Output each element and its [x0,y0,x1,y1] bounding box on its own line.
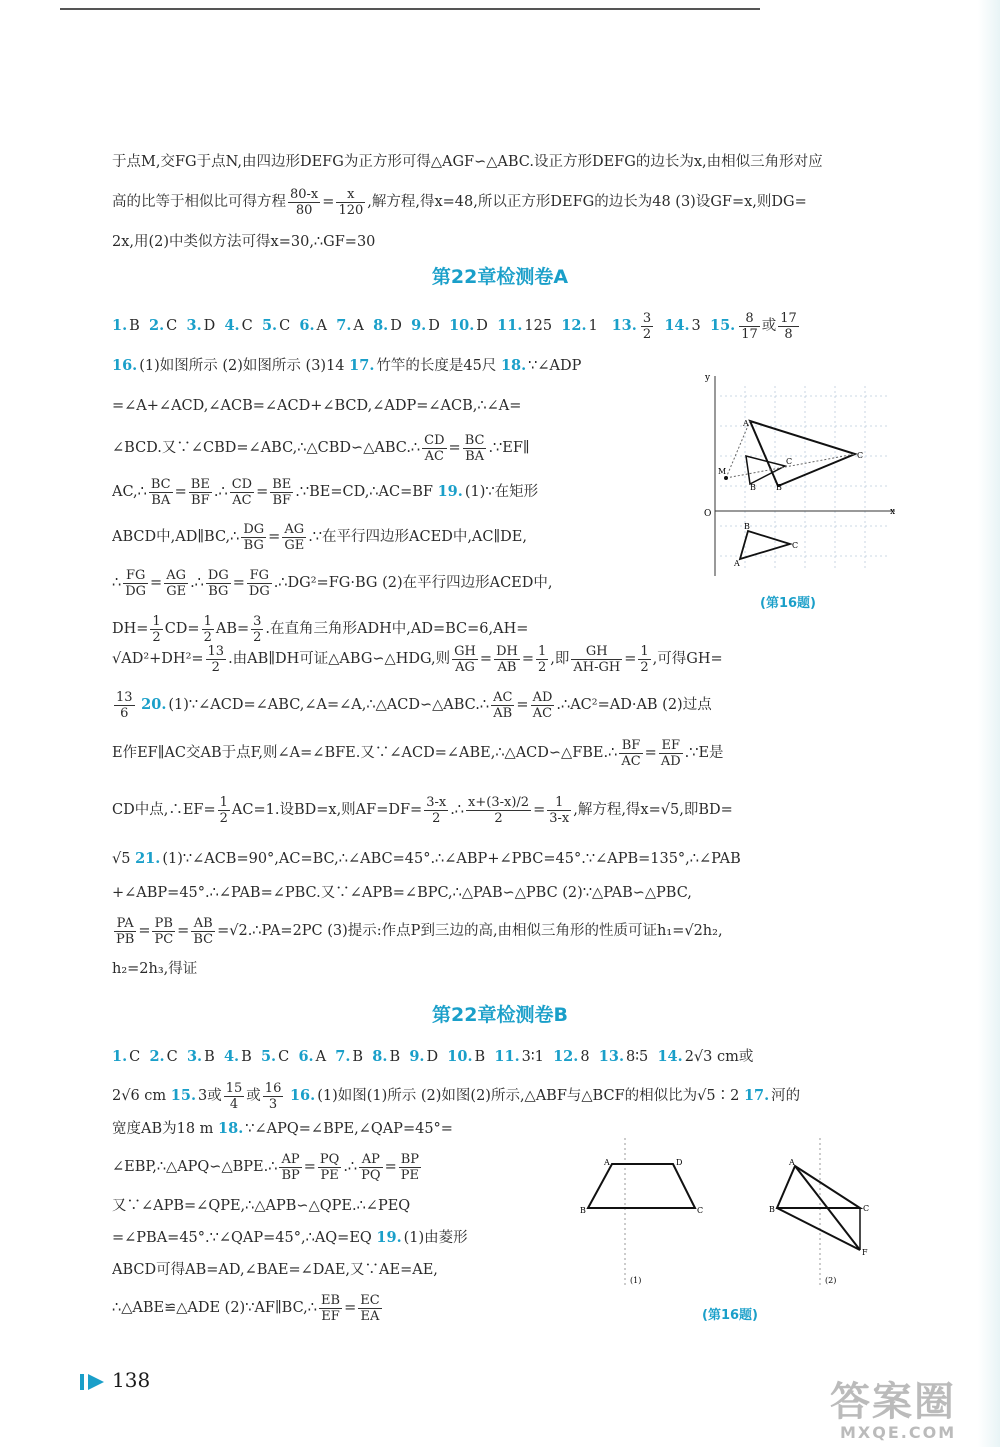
y-axis-label: y [705,373,711,383]
question-number: 1. [112,1048,128,1065]
fraction: $\frac{80-x}{80}$ [290,186,319,218]
line: 又∵∠APB=∠QPE,∴△APB∽△QPE.∴∠PEQ [112,1198,411,1214]
label-f: F [862,1248,868,1257]
figure-caption-a: (第16题) [760,596,816,611]
answer: D [476,318,498,334]
answer: A [315,1049,336,1065]
label-b: B [769,1205,775,1214]
label-c: C [863,1204,870,1213]
section-b-title: 第22章检测卷B [432,1004,568,1026]
question-number: 9. [411,317,427,334]
question-number: 10. [449,317,475,334]
answer: A [316,318,337,334]
figure-16-trapezoid [570,1138,720,1293]
answer: C [166,1049,187,1065]
section-a-left-column [112,346,672,652]
question-number: 3. [186,1048,203,1065]
triangle-small [746,456,785,484]
question-number: 7. [336,317,352,334]
watermark-logo: 答案圈 MXQE.COM [830,1379,957,1442]
triangle-abc [777,1166,860,1208]
line: =∠A+∠ACD,∠ACB=∠ACD+∠BCD,∠ADP=∠ACB,∴∠A= [112,398,522,414]
intro-line-3: 2x,用(2)中类似方法可得x=30,∴GF=30 [112,234,376,250]
answer: C [279,318,300,334]
label-c1: C [786,457,793,466]
grid-lines [720,386,890,571]
label-b1: B [776,483,782,492]
line: AC,∴ $\frac{BC}{BA}$ = $\frac{BE}{BF}$ .∴ $\frac{CD}{AC}$ = $\frac{BE}{BF}$ .∵BE=CD,∴AC=BF 19. (1)∵在矩形 [112,476,539,508]
label-c-lower: C [792,541,799,550]
fraction: $\frac{17}{8}$ [780,310,797,342]
question-number: 2. [149,317,165,334]
section-a-full-width [112,636,902,986]
text: ,解方程,得x=48,所以正方形DEFG的边长为48 (3)设GF=x,则DG= [367,194,807,210]
line: $\frac{13}{6}$ 20. (1)∵∠ACD=∠ABC,∠A=∠A,∴△ACD∽△ABC.∴ $\frac{AC}{AB}$ = $\frac{AD}{AC}$ .∴AC²=AD·AB (2)过点 [116,689,712,721]
section-a-row-1 [112,306,902,346]
answer: B [204,1049,224,1065]
answer: 1 [588,318,607,334]
label-d: D [676,1158,683,1167]
answer: B [241,1049,261,1065]
question-number: 8. [372,1048,388,1065]
line: h₂=2h₃,得证 [112,961,198,977]
answer: D [203,318,225,334]
answer: D [428,318,450,334]
figure-caption-b: (第16题) [702,1308,758,1323]
line: $\frac{PA}{PB}$ = $\frac{PB}{PC}$ = $\frac{AB}{BC}$ =√2.∴PA=2PC (3)提示:作点P到三边的高,由相似三角形的性质可证h₁=√2h₂, [116,915,723,947]
projection-line [726,421,750,478]
figure-16-coordinate-grid [690,366,905,586]
answer: B [389,1049,410,1065]
question-number: 13. [598,1048,625,1065]
trapezoid-abcd [588,1164,695,1208]
section-b-row-1 [112,1040,902,1074]
fraction: $\frac{8}{17}$ [741,310,758,342]
answer: C [129,1049,150,1065]
question-number: 11. [494,1048,520,1065]
line: 16. (1)如图所示 (2)如图所示 (3)14 17. 竹竿的长度是45尺 18. ∵∠ADP [112,357,582,374]
answer: 125 [524,318,562,334]
line: 宽度AB为18 m 18. ∵∠APQ=∠BPE,∠QAP=45°= [112,1120,453,1137]
answer: 3 [691,318,701,334]
label-b: B [750,483,756,492]
label-a: A [604,1158,610,1167]
fraction: $\frac{3}{2}$ [642,310,652,342]
question-number: 8. [373,317,389,334]
answer: B [129,318,150,334]
answer: D [426,1049,448,1065]
label-a: A [743,419,749,428]
line: =∠PBA=45°.∵∠QAP=45°,∴AQ=EQ 19. (1)由菱形 [112,1229,468,1246]
question-number: 13. [611,317,637,334]
line: ∴ $\frac{FG}{DG}$ = $\frac{AG}{GE}$ .∴ $\frac{DG}{BG}$ = $\frac{FG}{DG}$ .∴DG²=FG·BG (2)在平行四边形ACED中, [112,567,553,599]
question-number: 14. [664,317,690,334]
question-number: 6. [298,1048,314,1065]
line: +∠ABP=45°.∴∠PAB=∠PBC.又∵∠APB=∠BPC,∴△PAB∽△PBC (2)∵△PAB∽△PBC, [112,885,692,901]
page-number: 138 [112,1368,151,1392]
label-a: A [789,1158,795,1167]
question-number: 5. [261,317,278,334]
answer: B [352,1049,373,1065]
page-edge [978,0,1000,1447]
answer: C [166,318,187,334]
line: ABCD可得AB=AD,∠BAE=∠DAE,又∵AE=AE, [112,1262,438,1278]
line: √AD²+DH²= $\frac{13}{2}$ .由AB∥DH可证△ABG∽△HDG,则 $\frac{GH}{AG}$ = $\frac{DH}{AB}$ = $\frac{1}{2}$ ,即 $\frac{GH}{AH-GH}$ = $\frac{1}{2}$ ,可得GH= [112,643,723,675]
answer: 2√3 cm或 [684,1049,763,1065]
section-b-left-column [112,1114,562,1330]
label-a-lower: A [734,559,740,568]
section-a-body [112,306,902,346]
page-arrow-icon [80,1372,106,1392]
point-m [724,476,728,480]
question-number: 4. [224,317,240,334]
line: E作EF∥AC交AB于点F,则∠A=∠BFE.又∵∠ACD=∠ABE,∴△ACD∽△FBE.∴ $\frac{BF}{AC}$ = $\frac{EF}{AD}$ .∵E是 [112,737,724,769]
line: ∠BCD.又∵∠CBD=∠ABC,∴△CBD∽△ABC.∴ $\frac{CD}{AC}$ = $\frac{BC}{BA}$ .∵EF∥ [112,432,530,464]
answer: 8 [580,1049,599,1065]
question-number: 9. [409,1048,425,1065]
text: 或 [761,318,777,334]
question-number: 2. [149,1048,165,1065]
line: 2√6 cm 15. 3或 $\frac{15}{4}$ 或 $\frac{16}{3}$ 16. (1)如图(1)所示 (2)如图(2)所示,△ABF与△BCF的相似比为√5∶2 17. 河的 [112,1080,801,1112]
line: ABCD中,AD∥BC,∴ $\frac{DG}{BG}$ = $\frac{AG}{GE}$ .∵在平行四边形ACED中,AC∥DE, [112,521,528,553]
top-rule [60,8,760,10]
section-b-body [112,1040,902,1118]
question-number: 11. [497,317,523,334]
fig1-label: (1) [630,1276,642,1285]
figure-16-triangle [765,1138,905,1293]
answer: C [241,318,262,334]
question-number: 14. [657,1048,683,1065]
label-c: C [697,1206,704,1215]
line: ∴△ABE≌△ADE (2)∵AF∥BC,∴ $\frac{EB}{EF}$ = $\frac{EC}{EA}$ [112,1292,380,1324]
text: 高的比等于相似比可得方程 [112,194,286,210]
question-number: 5. [260,1048,277,1065]
answer: D [390,318,412,334]
label-b-lower: B [744,522,750,531]
question-number: 7. [335,1048,351,1065]
x-axis-label: x [890,507,896,517]
fig2-label: (2) [825,1276,837,1285]
label-c: C [857,451,864,460]
label-b: B [580,1206,586,1215]
line: ∠EBP,∴△APQ∽△BPE.∴ $\frac{AP}{BP}$ = $\frac{PQ}{PE}$ .∴ $\frac{AP}{PQ}$ = $\frac{BP}{PE}$ [112,1151,420,1183]
answer-list [112,318,607,334]
answer: 3∶1 [521,1049,554,1065]
answer: C [278,1049,299,1065]
answer: 8∶5 [626,1049,658,1065]
question-number: 4. [223,1048,240,1065]
fraction: $\frac{x}{120}$ [338,186,364,218]
section-a-title: 第22章检测卷A [431,266,569,288]
line: CD中点,∴EF= $\frac{1}{2}$ AC=1.设BD=x,则AF=DF= $\frac{3-x}{2}$ .∴ $\frac{x+(3-x)/2}{2}$ = $\frac{1}{3-x}$ ,解方程,得x=√5,即BD= [112,794,733,826]
origin-label: O [704,509,712,519]
line: √5 21. (1)∵∠ACB=90°,AC=BC,∴∠ABC=45°.∴∠ABP+∠PBC=45°.∵∠APB=135°,∴∠PAB [112,850,741,867]
answer: A [353,318,374,334]
line: DH= $\frac{1}{2}$ CD= $\frac{1}{2}$ AB= $\frac{3}{2}$ .在直角三角形ADH中,AD=BC=6,AH= [112,613,529,645]
answer: B [474,1049,495,1065]
triangle-reflected [740,531,790,559]
question-number: 6. [299,317,315,334]
intro-line-1: 于点M,交FG于点N,由四边形DEFG为正方形可得△AGF∽△ABC.设正方形DEFG的边长为x,由相似三角形对应 [112,154,823,170]
question-number: 3. [186,317,202,334]
intro-line-2 [112,182,902,222]
question-number: 10. [447,1048,473,1065]
question-number: 12. [553,1048,579,1065]
question-number: 12. [561,317,587,334]
intro-paragraph [112,142,902,262]
answer-list [112,1049,763,1065]
question-number: 15. [710,317,736,334]
question-number: 1. [112,317,128,334]
label-m: M [718,467,727,476]
text: = [322,194,335,210]
